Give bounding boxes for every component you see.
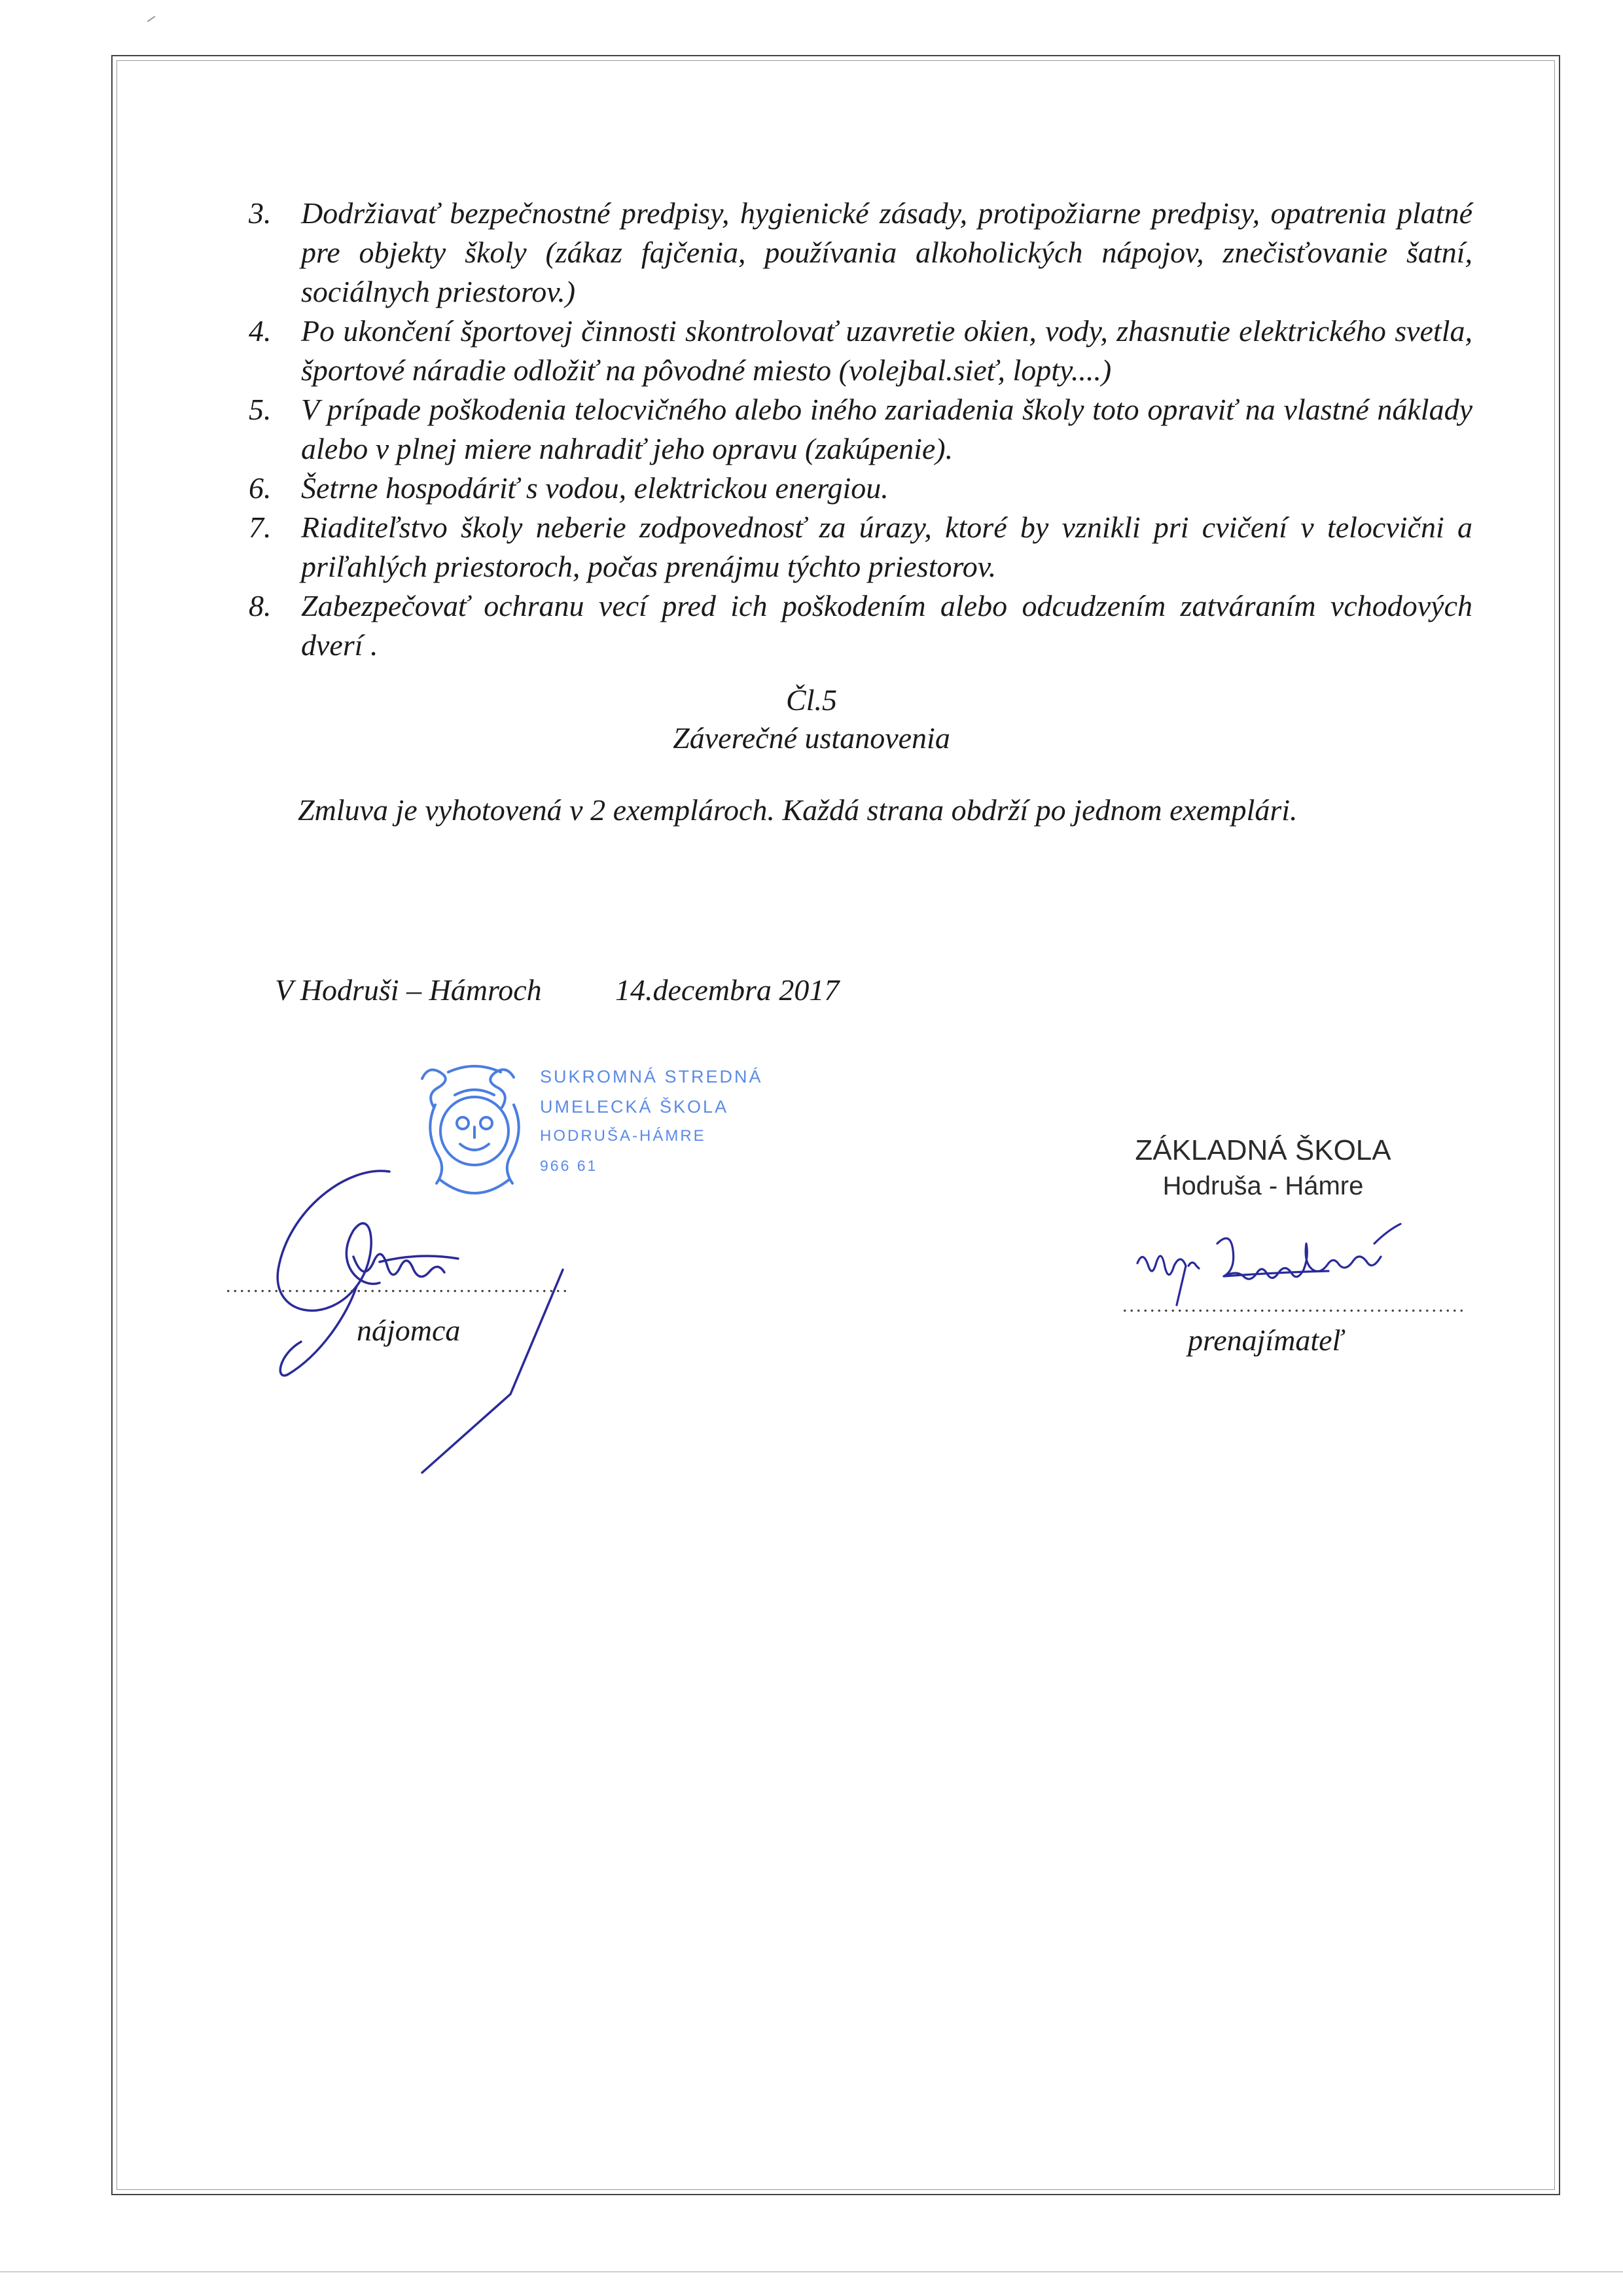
stamp-line-1: SUKROMNÁ STREDNÁ (540, 1067, 763, 1086)
article-title: Záverečné ustanovenia (673, 721, 950, 755)
rule-text: Riaditeľstvo školy neberie zodpovednosť za úrazy, ktoré by vznikli pri cvičení v telocvični a priľahlých priestoroch, počas prenájmu týchto priestorov. (301, 511, 1472, 583)
scan-mark (147, 16, 156, 22)
rule-number: 7. (249, 511, 272, 544)
rule-text: Zabezpečovať ochranu vecí pred ich poškodením alebo odcudzením zatváraním vchodových dverí . (301, 589, 1472, 662)
tenant-caption: nájomca (357, 1314, 461, 1347)
school-header-stamp (1126, 1132, 1400, 1203)
rules-list (249, 194, 1472, 665)
rule-item (249, 390, 1472, 469)
stamp-line-3: HODRUŠA-HÁMRE (540, 1127, 706, 1145)
scan-edge-line (0, 2271, 1623, 2272)
rule-item (249, 508, 1472, 586)
rule-number: 8. (249, 589, 272, 622)
signature-line-right: .................................................. (1122, 1295, 1466, 1316)
rule-text: Šetrne hospodáriť s vodou, elektrickou energiou. (301, 471, 889, 505)
rule-number: 4. (249, 314, 272, 348)
rule-number: 5. (249, 393, 272, 426)
school-location: Hodruša - Hámre (1162, 1172, 1364, 1200)
rule-text: V prípade poškodenia telocvičného alebo iného zariadenia školy toto opraviť na vlastné náklady alebo v plnej miere nahradiť jeho opravu (zakúpenie). (301, 393, 1472, 465)
rule-text: Dodržiavať bezpečnostné predpisy, hygienické zásady, protipožiarne predpisy, opatrenia platné pre objekty školy (zákaz fajčenia, používania alkoholických nápojov, znečisťovanie šatní, sociálnych priestorov.) (301, 196, 1472, 308)
rule-item (249, 586, 1472, 665)
rule-item (249, 312, 1472, 390)
stamp-line-4: 966 61 (540, 1157, 598, 1174)
signature-line-left: .................................................. (226, 1275, 569, 1297)
signing-place: V Hodruši – Hámroch (275, 973, 542, 1007)
stamp-line-2: UMELECKÁ ŠKOLA (540, 1097, 729, 1117)
article-number: Čl.5 (786, 683, 837, 717)
rule-number: 3. (249, 196, 272, 230)
school-name: ZÁKLADNÁ ŠKOLA (1135, 1134, 1391, 1166)
rule-text: Po ukončení športovej činnosti skontrolovať uzavretie okien, vody, zhasnutie elektrického svetla, športové náradie odložiť na pôvodné miesto (volejbal.sieť, lopty....) (301, 314, 1472, 387)
rule-item (249, 194, 1472, 312)
landlord-caption: prenajímateľ (1188, 1323, 1344, 1357)
rule-item (249, 469, 1472, 508)
closing-statement: Zmluva je vyhotovená v 2 exemplároch. Každá strana obdrží po jednom exemplári. (298, 793, 1298, 827)
signing-date: 14.decembra 2017 (615, 973, 840, 1007)
rule-number: 6. (249, 471, 272, 505)
